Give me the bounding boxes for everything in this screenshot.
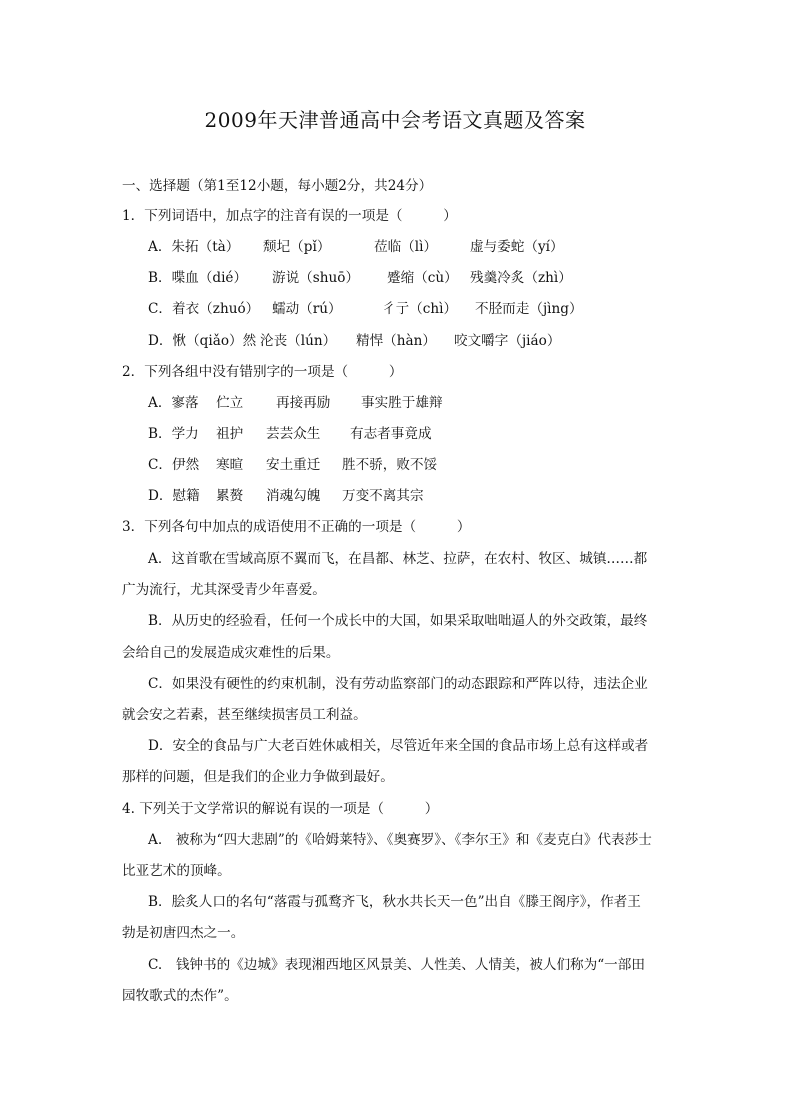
- question-3-option-b-cont: 会给自己的发展造成灾难性的后果。: [122, 645, 340, 661]
- question-2-option-a: [148, 394, 443, 412]
- option-word: 安土重迁: [266, 457, 321, 473]
- option-word: A．朱拓（tà）: [148, 239, 240, 255]
- option-word: 不胫而走（jìng）: [475, 301, 583, 317]
- option-word: 游说（shuō）: [272, 270, 360, 286]
- option-word: D．愀（qiǎo）然: [148, 333, 257, 349]
- option-word: 蠕动（rú）: [272, 301, 342, 317]
- option-word: 再接再励: [276, 395, 331, 411]
- option-word: 虚与委蛇（yí）: [470, 239, 564, 255]
- question-3-option-b: B．从历史的经验看，任何一个成长中的大国，如果采取咄咄逼人的外交政策，最终: [148, 613, 648, 629]
- option-word: C．伊然: [148, 457, 200, 473]
- option-word: C．着衣（zhuó）: [148, 301, 260, 317]
- page-title: 2009年天津普通高中会考语文真题及答案: [204, 108, 586, 132]
- question-1-stem: 1．下列词语中，加点字的注音有误的一项是（ ）: [122, 208, 457, 224]
- question-3-option-a-cont: 广为流行，尤其深受青少年喜爱。: [122, 582, 326, 598]
- option-word: 残羹冷炙（zhì）: [470, 270, 572, 286]
- question-3-option-c-cont: 就会安之若素，甚至继续损害员工利益。: [122, 707, 367, 723]
- option-word: 咬文嚼字（jiáo）: [454, 333, 561, 349]
- question-2-option-c: [148, 456, 437, 474]
- option-word: 胜不骄，败不馁: [342, 457, 438, 473]
- option-word: B．学力: [148, 426, 199, 442]
- section-heading: 一、选择题（第1至12小题，每小题2分，共24分）: [122, 178, 433, 194]
- question-4-option-a: A. 被称为“四大悲剧”的《哈姆莱特》、《奥赛罗》、《李尔王》和《麦克白》代表莎士: [148, 832, 652, 848]
- option-word: A．寥落: [148, 395, 199, 411]
- question-3-stem: 3．下列各句中加点的成语使用不正确的一项是（ ）: [122, 519, 471, 535]
- question-1-option-b: [148, 269, 572, 287]
- option-word: 彳亍（chì）: [382, 301, 458, 317]
- question-2-option-b: [148, 425, 432, 443]
- option-word: 颓圮（pǐ）: [263, 239, 331, 255]
- option-word: 祖护: [216, 426, 244, 442]
- option-word: D．慰籍: [148, 488, 200, 504]
- option-word: 芸芸众生: [266, 426, 321, 442]
- question-3-option-c: C．如果没有硬性的约束机制，没有劳动监察部门的动态跟踪和严阵以待，违法企业: [148, 676, 648, 692]
- question-4-option-b-cont: 勃是初唐四杰之一。: [122, 925, 245, 941]
- option-word: 沦丧（lún）: [260, 333, 337, 349]
- question-2-option-d: [148, 487, 424, 505]
- option-word: B．喋血（dié）: [148, 270, 248, 286]
- question-2-stem: 2．下列各组中没有错别字的一项是（ ）: [122, 364, 403, 380]
- question-4-option-a-cont: 比亚艺术的顶峰。: [122, 863, 231, 879]
- question-4-option-c: C. 钱钟书的《边城》表现湘西地区风景美、人性美、人情美，被人们称为“一部田: [148, 957, 645, 973]
- question-4-option-c-cont: 园牧歌式的杰作”。: [122, 988, 238, 1004]
- question-1-option-c: [148, 300, 583, 318]
- question-1-option-d: [148, 332, 560, 350]
- option-word: 消魂勾魄: [266, 488, 321, 504]
- option-word: 莅临（lì）: [374, 239, 438, 255]
- question-4-option-b: B．脍炙人口的名句“落霞与孤鹜齐飞，秋水共长天一色”出自《滕王阁序》，作者王: [148, 894, 641, 910]
- option-word: 寒暄: [216, 457, 244, 473]
- option-word: 累赘: [216, 488, 244, 504]
- question-3-option-d: D．安全的食品与广大老百姓休戚相关，尽管近年来全国的食品市场上总有这样或者: [148, 738, 649, 754]
- option-word: 伫立: [216, 395, 244, 411]
- question-4-stem: 4. 下列关于文学常识的解说有误的一项是（ ）: [122, 801, 439, 817]
- question-3-option-d-cont: 那样的问题，但是我们的企业力争做到最好。: [122, 769, 394, 785]
- option-word: 事实胜于雄辩: [361, 395, 443, 411]
- question-3-option-a: A．这首歌在雪域高原不翼而飞，在昌都、林芝、拉萨，在农村、牧区、城镇……都: [148, 551, 648, 567]
- question-1-option-a: [148, 238, 564, 256]
- option-word: 精悍（hàn）: [356, 333, 436, 349]
- option-word: 蹙缩（cù）: [387, 270, 458, 286]
- option-word: 万变不离其宗: [342, 488, 424, 504]
- option-word: 有志者事竟成: [350, 426, 432, 442]
